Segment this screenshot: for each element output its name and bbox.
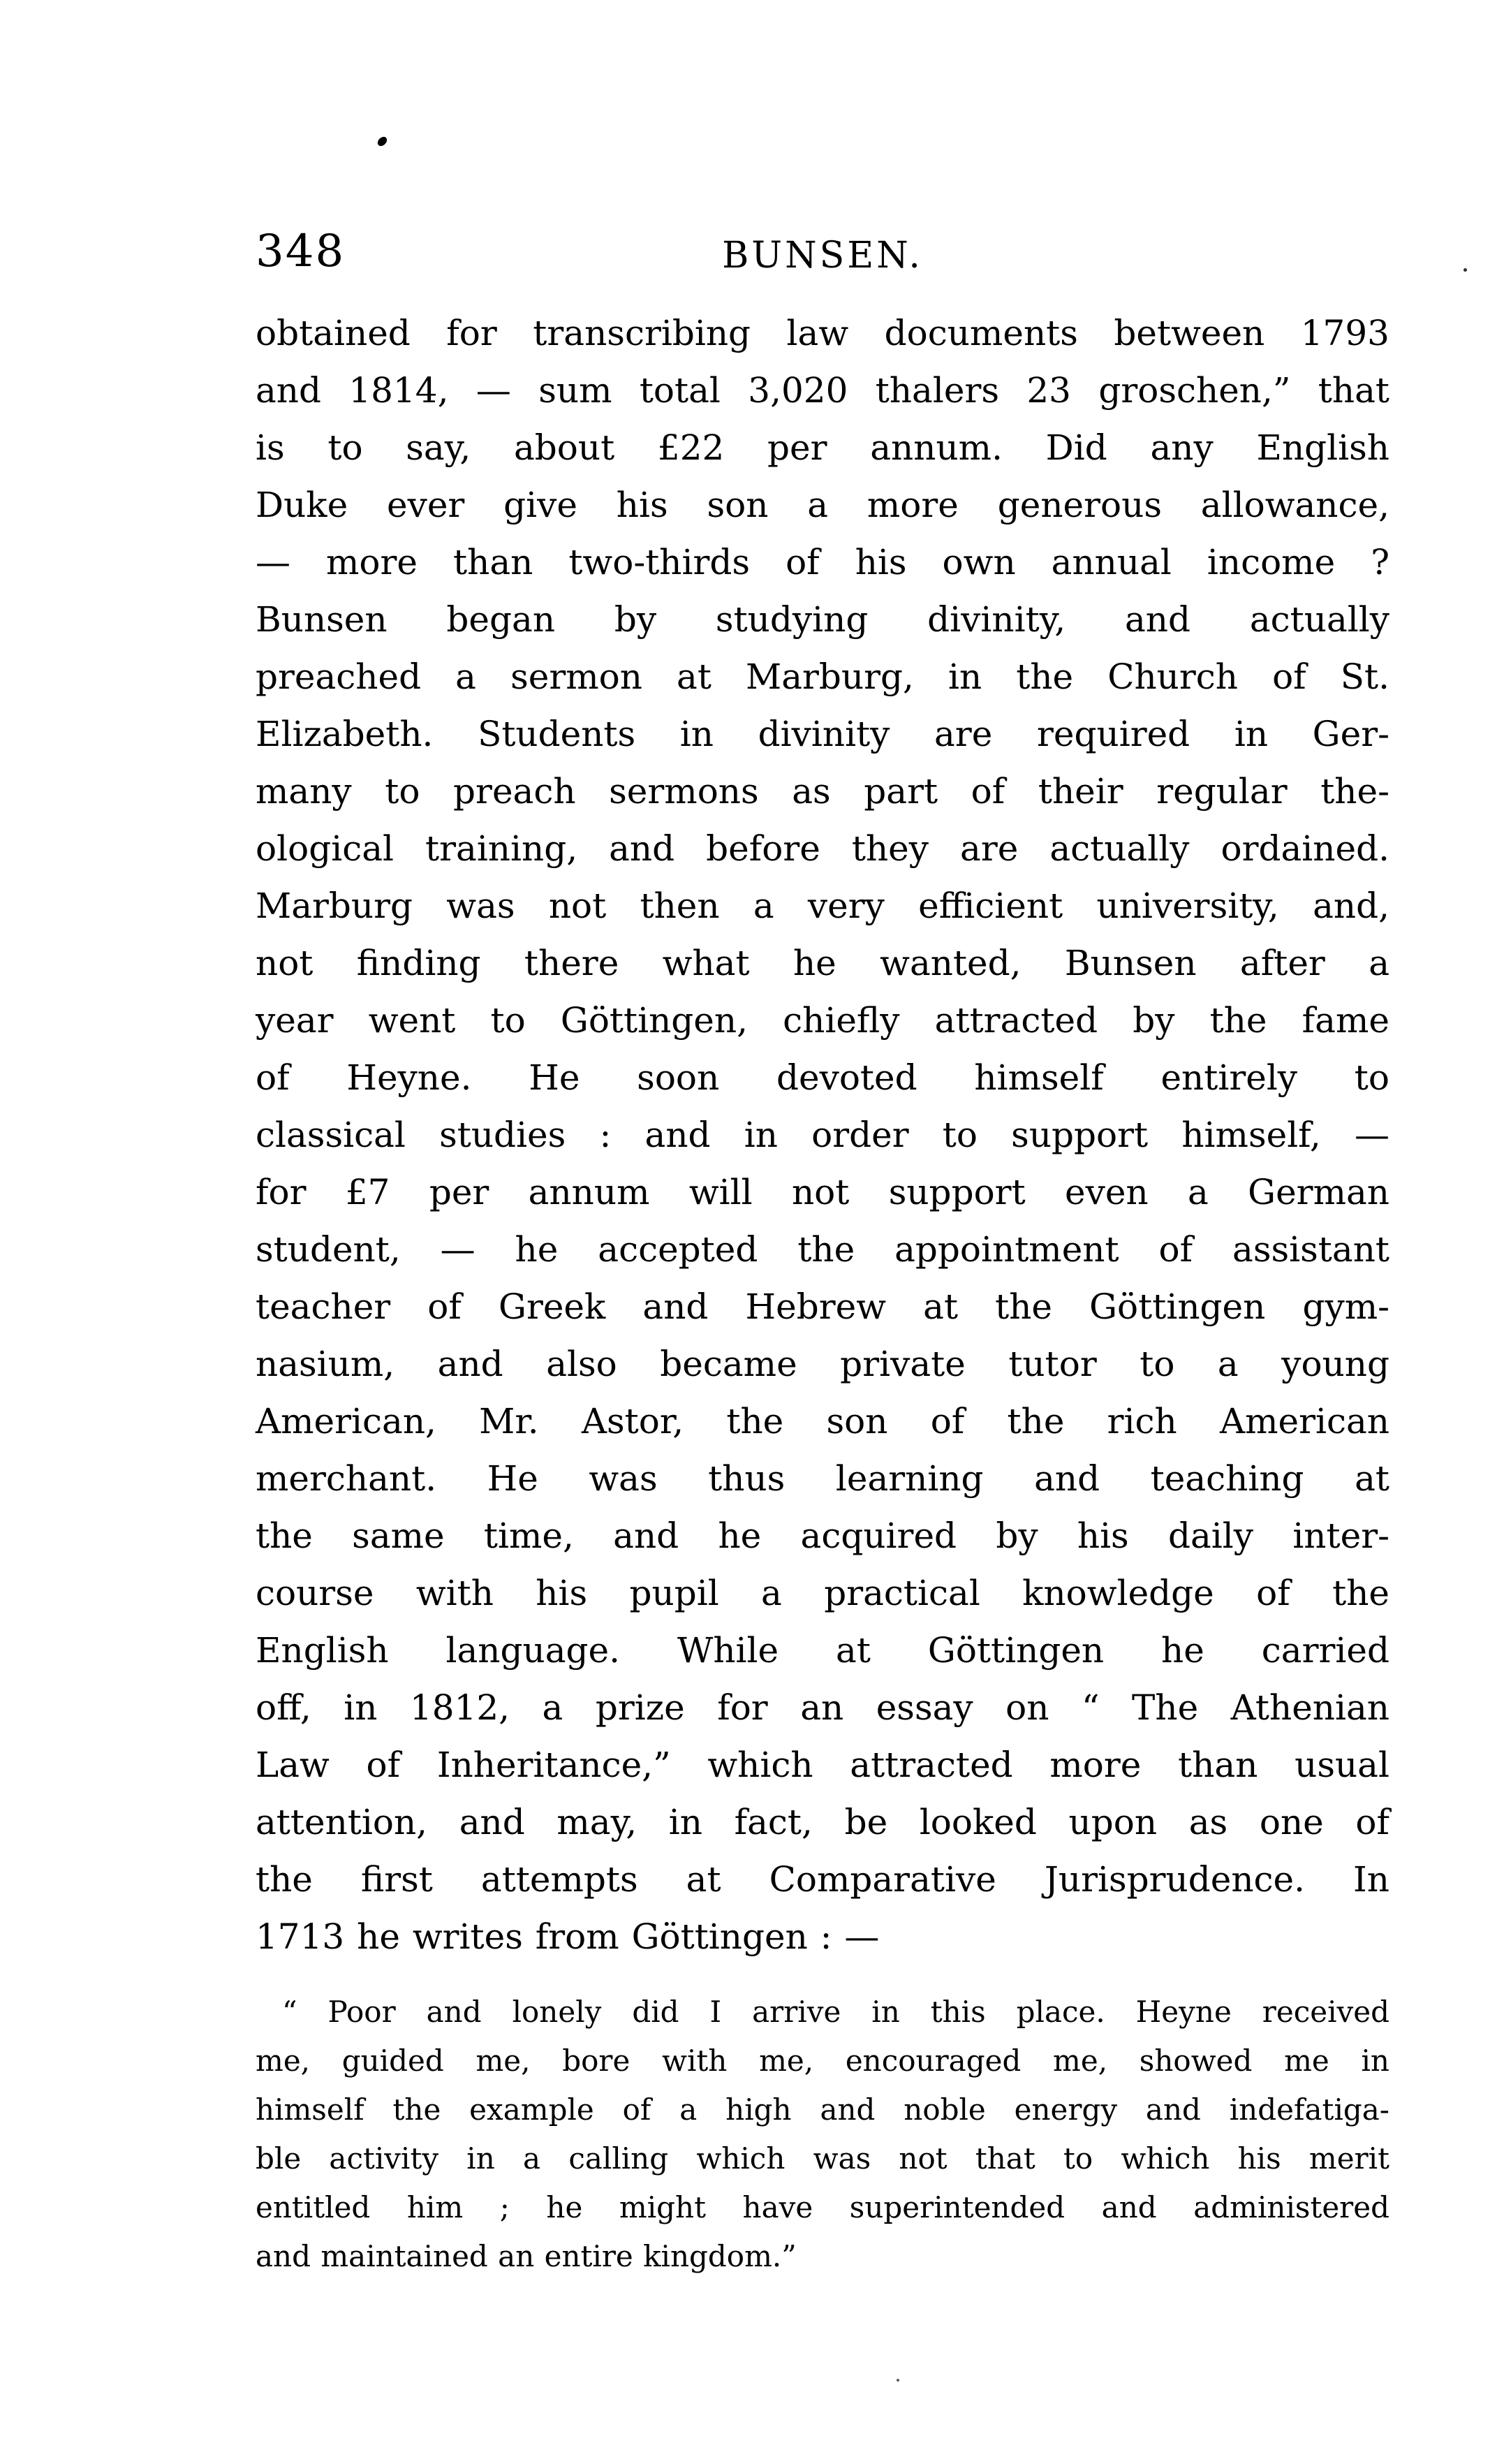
text-line: and maintained an entire kingdom.” bbox=[256, 2239, 797, 2273]
text-line: Elizabeth. Students in divinity are required in Ger- bbox=[256, 714, 1389, 754]
text-line: “ Poor and lonely did I arrive in this place. Heyne received bbox=[282, 1995, 1389, 2029]
text-line: not finding there what he wanted, Bunsen after a bbox=[256, 943, 1389, 983]
text-line: nasium, and also became private tutor to a young bbox=[256, 1344, 1389, 1384]
text-line: ological training, and before they are actually ordained. bbox=[256, 828, 1389, 869]
text-line: Marburg was not then a very efficient university, and, bbox=[256, 886, 1389, 926]
text-line: entitled him ; he might have superintended and administered bbox=[256, 2190, 1389, 2224]
text-line: of Heyne. He soon devoted himself entirely to bbox=[256, 1057, 1389, 1098]
text-line: ble activity in a calling which was not that to which his merit bbox=[256, 2141, 1389, 2176]
ink-speck bbox=[376, 135, 389, 148]
text-line: course with his pupil a practical knowledge of the bbox=[256, 1573, 1389, 1613]
text-line: American, Mr. Astor, the son of the rich American bbox=[256, 1401, 1389, 1442]
text-line: classical studies : and in order to support himself, — bbox=[256, 1115, 1389, 1155]
text-line: is to say, about £22 per annum. Did any English bbox=[256, 427, 1389, 468]
text-line: many to preach sermons as part of their regular the- bbox=[256, 771, 1389, 812]
page-header bbox=[256, 221, 1389, 282]
page-number: 348 bbox=[256, 226, 346, 277]
text-line: himself the example of a high and noble energy and indefatiga- bbox=[256, 2092, 1389, 2127]
text-line: and 1814, — sum total 3,020 thalers 23 groschen,” that bbox=[256, 370, 1389, 411]
ink-speck bbox=[1463, 268, 1467, 272]
text-line: 1713 he writes from Göttingen : — bbox=[256, 1916, 880, 1957]
text-line: obtained for transcribing law documents between 1793 bbox=[256, 313, 1389, 353]
text-line: preached a sermon at Marburg, in the Church of St. bbox=[256, 657, 1389, 697]
ink-speck bbox=[897, 2379, 899, 2382]
text-line: Bunsen began by studying divinity, and actually bbox=[256, 599, 1389, 640]
text-line: merchant. He was thus learning and teaching at bbox=[256, 1458, 1389, 1499]
text-line: — more than two-thirds of his own annual income ? bbox=[256, 542, 1389, 582]
text-line: Duke ever give his son a more generous allowance, bbox=[256, 485, 1389, 525]
text-line: the first attempts at Comparative Jurisprudence. In bbox=[256, 1859, 1389, 1900]
running-head: BUNSEN. bbox=[722, 235, 923, 277]
text-line: year went to Göttingen, chiefly attracted by the fame bbox=[256, 1000, 1389, 1041]
text-line: for £7 per annum will not support even a German bbox=[256, 1172, 1389, 1212]
body-text bbox=[256, 305, 1389, 1965]
text-line: attention, and may, in fact, be looked upon as one of bbox=[256, 1802, 1389, 1842]
text-line: teacher of Greek and Hebrew at the Göttingen gym- bbox=[256, 1286, 1389, 1327]
text-line: student, — he accepted the appointment of assistant bbox=[256, 1229, 1389, 1270]
text-line: off, in 1812, a prize for an essay on “ The Athenian bbox=[256, 1687, 1389, 1728]
text-line: English language. While at Göttingen he carried bbox=[256, 1630, 1389, 1671]
block-quote bbox=[256, 1988, 1389, 2281]
text-line: me, guided me, bore with me, encouraged me, showed me in bbox=[256, 2044, 1389, 2078]
text-line: the same time, and he acquired by his daily inter- bbox=[256, 1516, 1389, 1556]
text-line: Law of Inheritance,” which attracted more than usual bbox=[256, 1745, 1389, 1785]
